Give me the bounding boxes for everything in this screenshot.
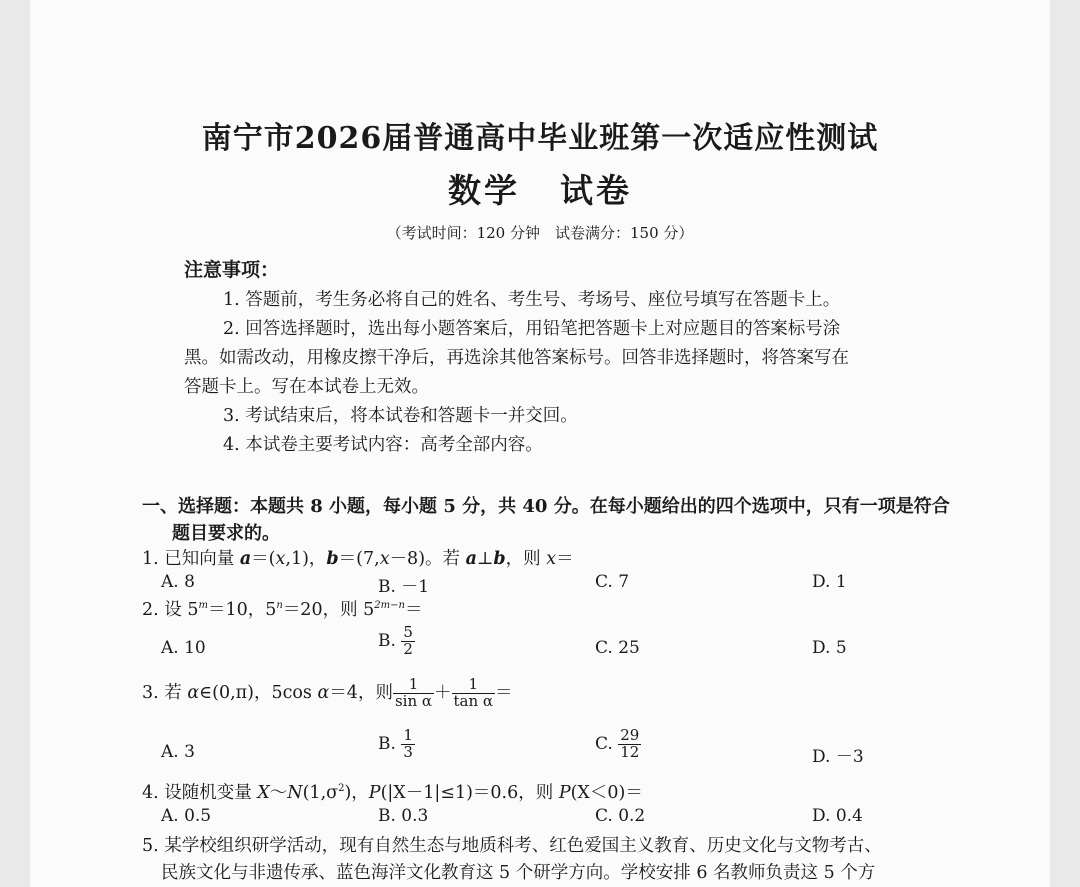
notice-line: 1. 答题前，考生务必将自己的姓名、考生号、考场号、座位号填写在答题卡上。	[223, 290, 841, 310]
fraction-sin: $\frac{1}{\text{sin α}}$	[394, 675, 433, 710]
option-a: A. 8	[161, 572, 195, 592]
option-d: D. －3	[812, 747, 864, 767]
option-d: D. 5	[812, 638, 847, 658]
question-2: 2. 设 $5^m=10$，$5^n=20$，则 $5^{2m-n}=$	[142, 600, 423, 620]
option-c: C. 25	[595, 638, 640, 658]
notice-line: 3. 考试结束后，将本试卷和答题卡一并交回。	[223, 406, 578, 426]
option-a: A. 0.5	[161, 806, 212, 826]
question-5-cont: 民族文化与非遗传承、蓝色海洋文化教育这 5 个研学方向。学校安排 6 名教师负责这 5 个方	[161, 863, 876, 883]
notice-line: 黑。如需改动，用橡皮擦干净后，再选涂其他答案标号。回答非选择题时，将答案写在	[184, 348, 849, 368]
fraction-tan: $\frac{1}{\text{tan α}}$	[453, 675, 494, 710]
option-d: D. 0.4	[812, 806, 863, 826]
option-a: A. 3	[161, 742, 195, 762]
option-b: B. 0.3	[378, 806, 429, 826]
exam-page	[30, 0, 1050, 887]
exam-time-info: （考试时间：120 分钟 试卷满分：150 分）	[386, 224, 694, 242]
exam-subject	[30, 165, 1050, 212]
option-b: B. $\frac{1}{3}$	[378, 726, 413, 761]
question-1: 1. 已知向量 a＝(x,1)，b＝(7,x－8)。若 a⊥b，则 x＝	[142, 549, 574, 569]
option-c: C. 7	[595, 572, 630, 592]
option-b: B. －1	[378, 577, 430, 597]
option-d: D. 1	[812, 572, 847, 592]
notice-title: 注意事项：	[184, 259, 280, 281]
notice-line: 2. 回答选择题时，选出每小题答案后，用铅笔把答题卡上对应题目的答案标号涂	[223, 319, 841, 339]
subject-label: 数学	[448, 171, 520, 210]
notice-line: 4. 本试卷主要考试内容：高考全部内容。	[223, 435, 543, 455]
option-c: C. 0.2	[595, 806, 646, 826]
paper-label: 试卷	[560, 171, 632, 210]
section-heading: 一、选择题：本题共 8 小题，每小题 5 分，共 40 分。在每小题给出的四个选项中，只有一项是符合	[142, 496, 950, 517]
option-a: A. 10	[161, 638, 206, 658]
question-3: 3. 若 α∈(0,π)，5cos α＝4，则 $\frac{1}{\text{sin α}}$ ＋ $\frac{1}{\text{tan α}}$ ＝	[142, 675, 513, 710]
question-5: 5. 某学校组织研学活动，现有自然生态与地质科考、红色爱国主义教育、历史文化与文物考古、	[142, 836, 882, 856]
exam-title: 南宁市2026届普通高中毕业班第一次适应性测试	[201, 121, 879, 156]
option-c: C. $\frac{29}{12}$	[595, 726, 640, 761]
question-4: 4. 设随机变量 $X\sim N(1,\sigma^2)$，P(|X－1|≤1)＝0.6，则 P(X＜0)＝	[142, 783, 643, 803]
section-heading-cont: 题目要求的。	[172, 523, 280, 544]
option-b: B. $\frac{5}{2}$	[378, 623, 413, 658]
notice-line: 答题卡上。写在本试卷上无效。	[184, 377, 429, 397]
